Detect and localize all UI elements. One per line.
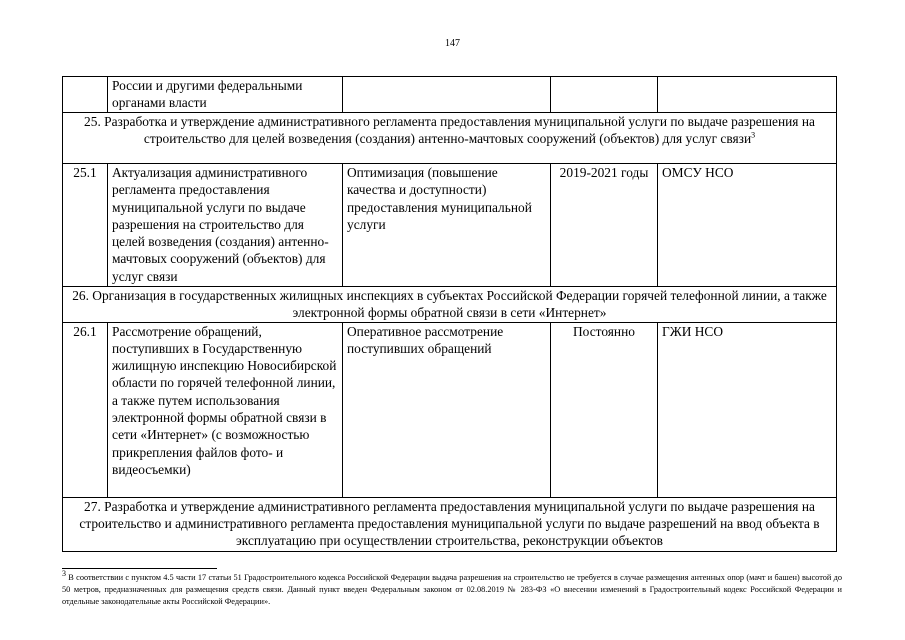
number-cell: 26.1	[63, 322, 108, 497]
table-row	[63, 322, 837, 497]
section-heading-25: 25. Разработка и утверждение административного регламента предоставления муниципальной услуги по выдаче разрешения на строительство для целей возведения (создания) антенно-мачтовых сооружений (объектов) для услуг связи$^3$	[63, 113, 837, 164]
table-row	[63, 164, 837, 287]
footnote-marker: 3	[751, 130, 756, 140]
result-cell: Оперативное рассмотрение поступивших обращений	[343, 322, 551, 497]
footnote-marker: 3	[62, 569, 66, 579]
section-heading-26: 26. Организация в государственных жилищных инспекциях в субъектах Российской Федерации горячей телефонной линии, а также электронной формы обратной связи в сети «Интернет»	[63, 287, 837, 323]
period-cell: 2019-2021 годы	[551, 164, 658, 287]
responsible-cell	[658, 77, 837, 113]
section-row	[63, 113, 837, 164]
description-cell: Актуализация административного регламента предоставления муниципальной услуги по выдаче разрешения на строительство для целей возведения (создания) антенно-мачтовых сооружений (объектов) для услуг связи	[108, 164, 343, 287]
result-cell	[343, 77, 551, 113]
footnote-divider	[62, 568, 217, 569]
result-cell: Оптимизация (повышение качества и доступности) предоставления муниципальной услуги	[343, 164, 551, 287]
measures-table	[62, 76, 837, 552]
period-cell	[551, 77, 658, 113]
section-row	[63, 497, 837, 551]
footnote-text: В соответствии с пунктом 4.5 части 17 статьи 51 Градостроительного кодекса Российской Федерации выдача разрешения на строительство не требуется в случае размещения антенных опор (мачт и башен) высотой до 50 метров, предназначенных для размещения средств связи. Данный пункт введен Федеральным законом от 02.08.2019 № 283-ФЗ «О внесении изменений в Градостроительный кодекс Российской Федерации и отдельные законодательные акты Российской Федерации».	[62, 573, 842, 606]
responsible-cell: ГЖИ НСО	[658, 322, 837, 497]
period-cell: Постоянно	[551, 322, 658, 497]
section-row	[63, 287, 837, 323]
responsible-cell: ОМСУ НСО	[658, 164, 837, 287]
page-number: 147	[445, 38, 460, 49]
description-cell: России и другими федеральными органами власти	[108, 77, 343, 113]
table-row	[63, 77, 837, 113]
footnote	[62, 569, 842, 608]
number-cell	[63, 77, 108, 113]
description-cell: Рассмотрение обращений, поступивших в Государственную жилищную инспекцию Новосибирской области по горячей телефонной линии, а также путем использования электронной формы обратной связи в сети «Интернет» (с возможностью прикрепления файлов фото- и видеосъемки)	[108, 322, 343, 497]
number-cell: 25.1	[63, 164, 108, 287]
section-heading-27: 27. Разработка и утверждение административного регламента предоставления муниципальной услуги по выдаче разрешения на строительство и административного регламента предоставления муниципальной услуги по выдаче разрешений на ввод объекта в эксплуатацию при осуществлении строительства, реконструкции объектов	[63, 497, 837, 551]
